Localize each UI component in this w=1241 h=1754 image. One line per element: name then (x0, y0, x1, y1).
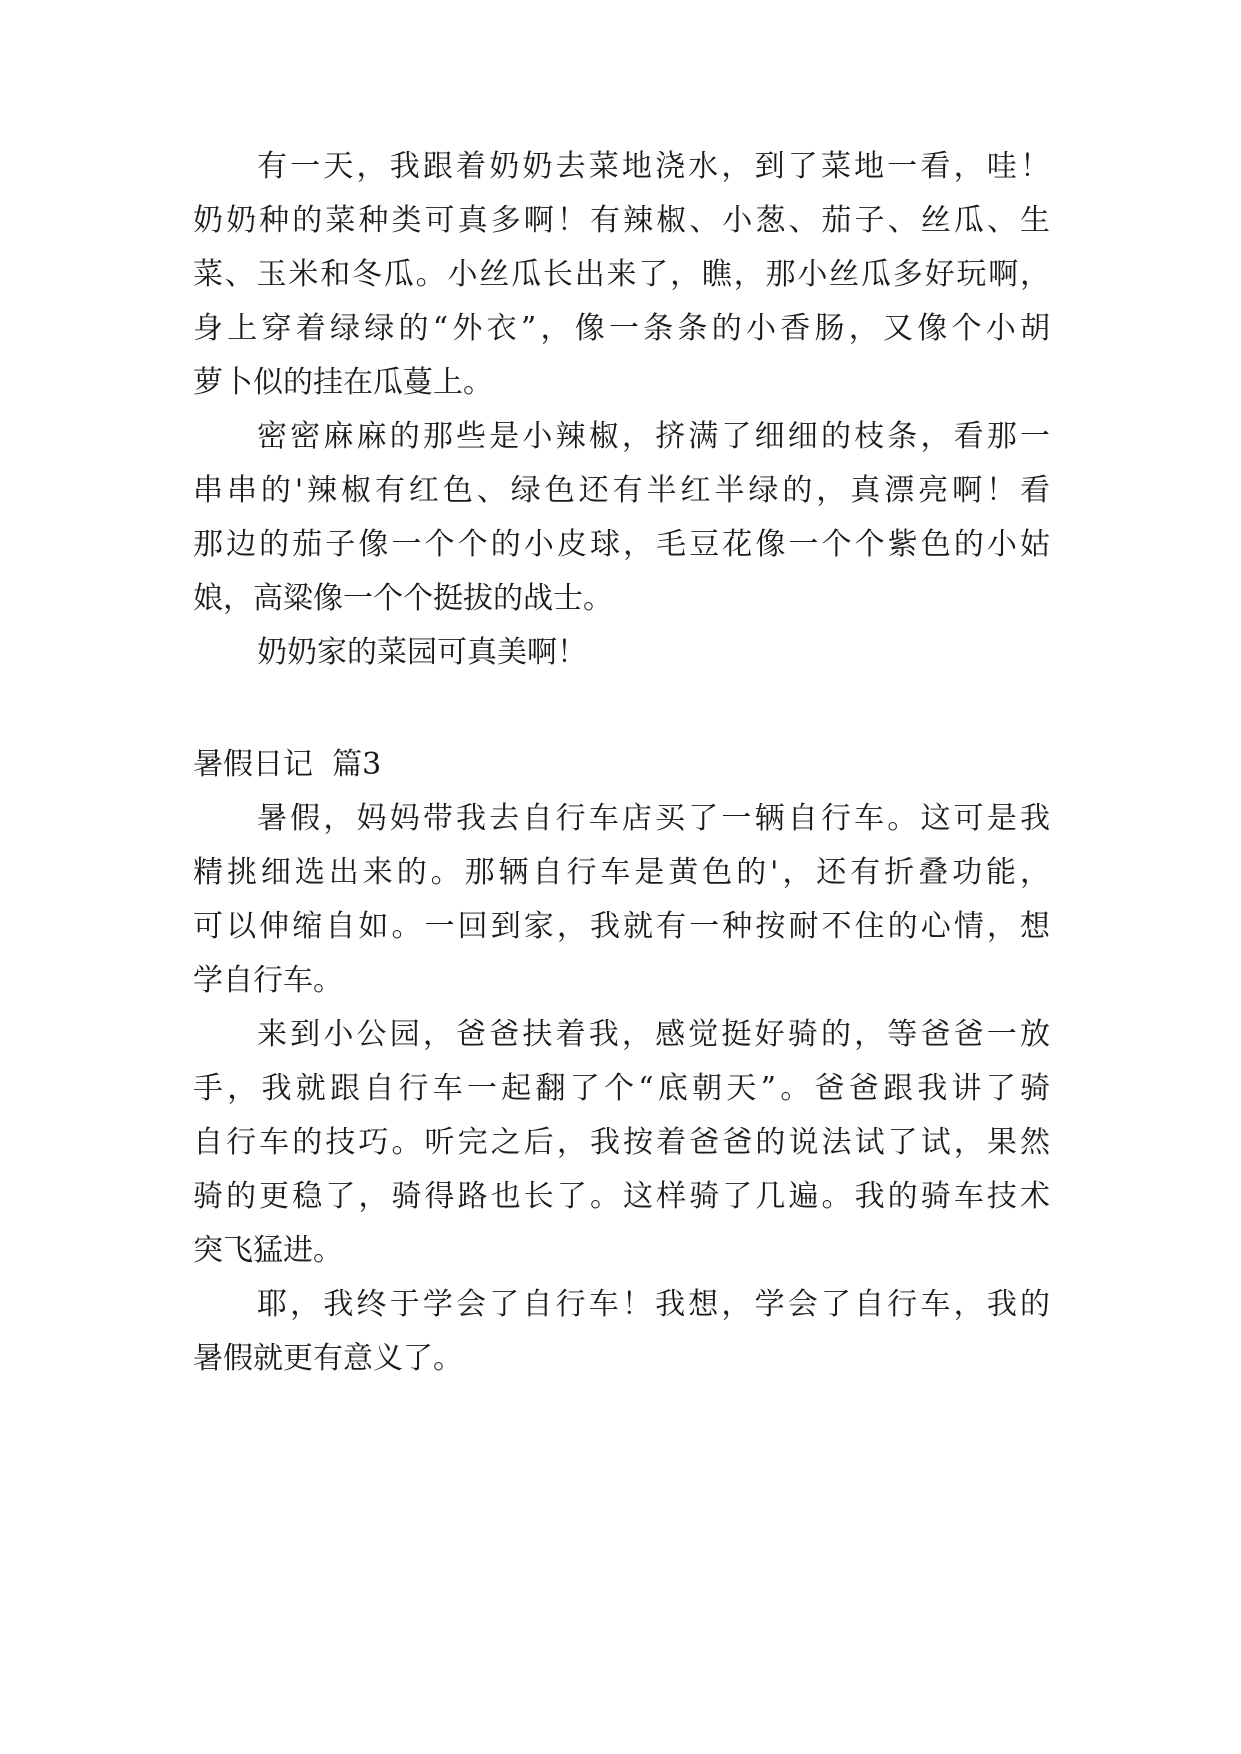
paragraph-line: 突飞猛进。 (193, 1233, 343, 1268)
paragraph-line: 串串的'辣椒有红色、绿色还有半红半绿的，真漂亮啊！看 (193, 473, 1050, 508)
paragraph-line: 自行车的技巧。听完之后，我按着爸爸的说法试了试，果然 (193, 1125, 1050, 1160)
paragraph-line: 来到小公园，爸爸扶着我，感觉挺好骑的，等爸爸一放 (257, 1017, 1050, 1052)
paragraph-line: 菜、玉米和冬瓜。小丝瓜长出来了，瞧，那小丝瓜多好玩啊， (193, 257, 1050, 292)
paragraph-line: 奶奶家的菜园可真美啊！ (257, 635, 587, 670)
paragraph-line: 有一天，我跟着奶奶去菜地浇水，到了菜地一看，哇！ (257, 149, 1050, 184)
paragraph-line: 精挑细选出来的。那辆自行车是黄色的'，还有折叠功能， (193, 855, 1050, 890)
paragraph-line: 暑假，妈妈带我去自行车店买了一辆自行车。这可是我 (257, 801, 1050, 836)
paragraph-line: 奶奶种的菜种类可真多啊！有辣椒、小葱、茄子、丝瓜、生 (193, 203, 1050, 238)
paragraph-line: 密密麻麻的那些是小辣椒，挤满了细细的枝条，看那一 (257, 419, 1050, 454)
section-heading: 暑假日记 篇3 (193, 747, 382, 782)
paragraph-line: 学自行车。 (193, 963, 343, 998)
paragraph-line: 骑的更稳了，骑得路也长了。这样骑了几遍。我的骑车技术 (193, 1179, 1050, 1214)
paragraph-line: 可以伸缩自如。一回到家，我就有一种按耐不住的心情，想 (193, 909, 1050, 944)
paragraph-line: 身上穿着绿绿的“外衣”，像一条条的小香肠，又像个小胡 (193, 311, 1050, 346)
paragraph-line: 暑假就更有意义了。 (193, 1341, 463, 1376)
paragraph-line: 娘，高粱像一个个挺拔的战士。 (193, 581, 613, 616)
paragraph-line: 手，我就跟自行车一起翻了个“底朝天”。爸爸跟我讲了骑 (193, 1071, 1050, 1106)
paragraph-line: 那边的茄子像一个个的小皮球，毛豆花像一个个紫色的小姑 (193, 527, 1050, 562)
paragraph-line: 耶，我终于学会了自行车！我想，学会了自行车，我的 (257, 1287, 1050, 1322)
paragraph-line: 萝卜似的挂在瓜蔓上。 (193, 365, 493, 400)
